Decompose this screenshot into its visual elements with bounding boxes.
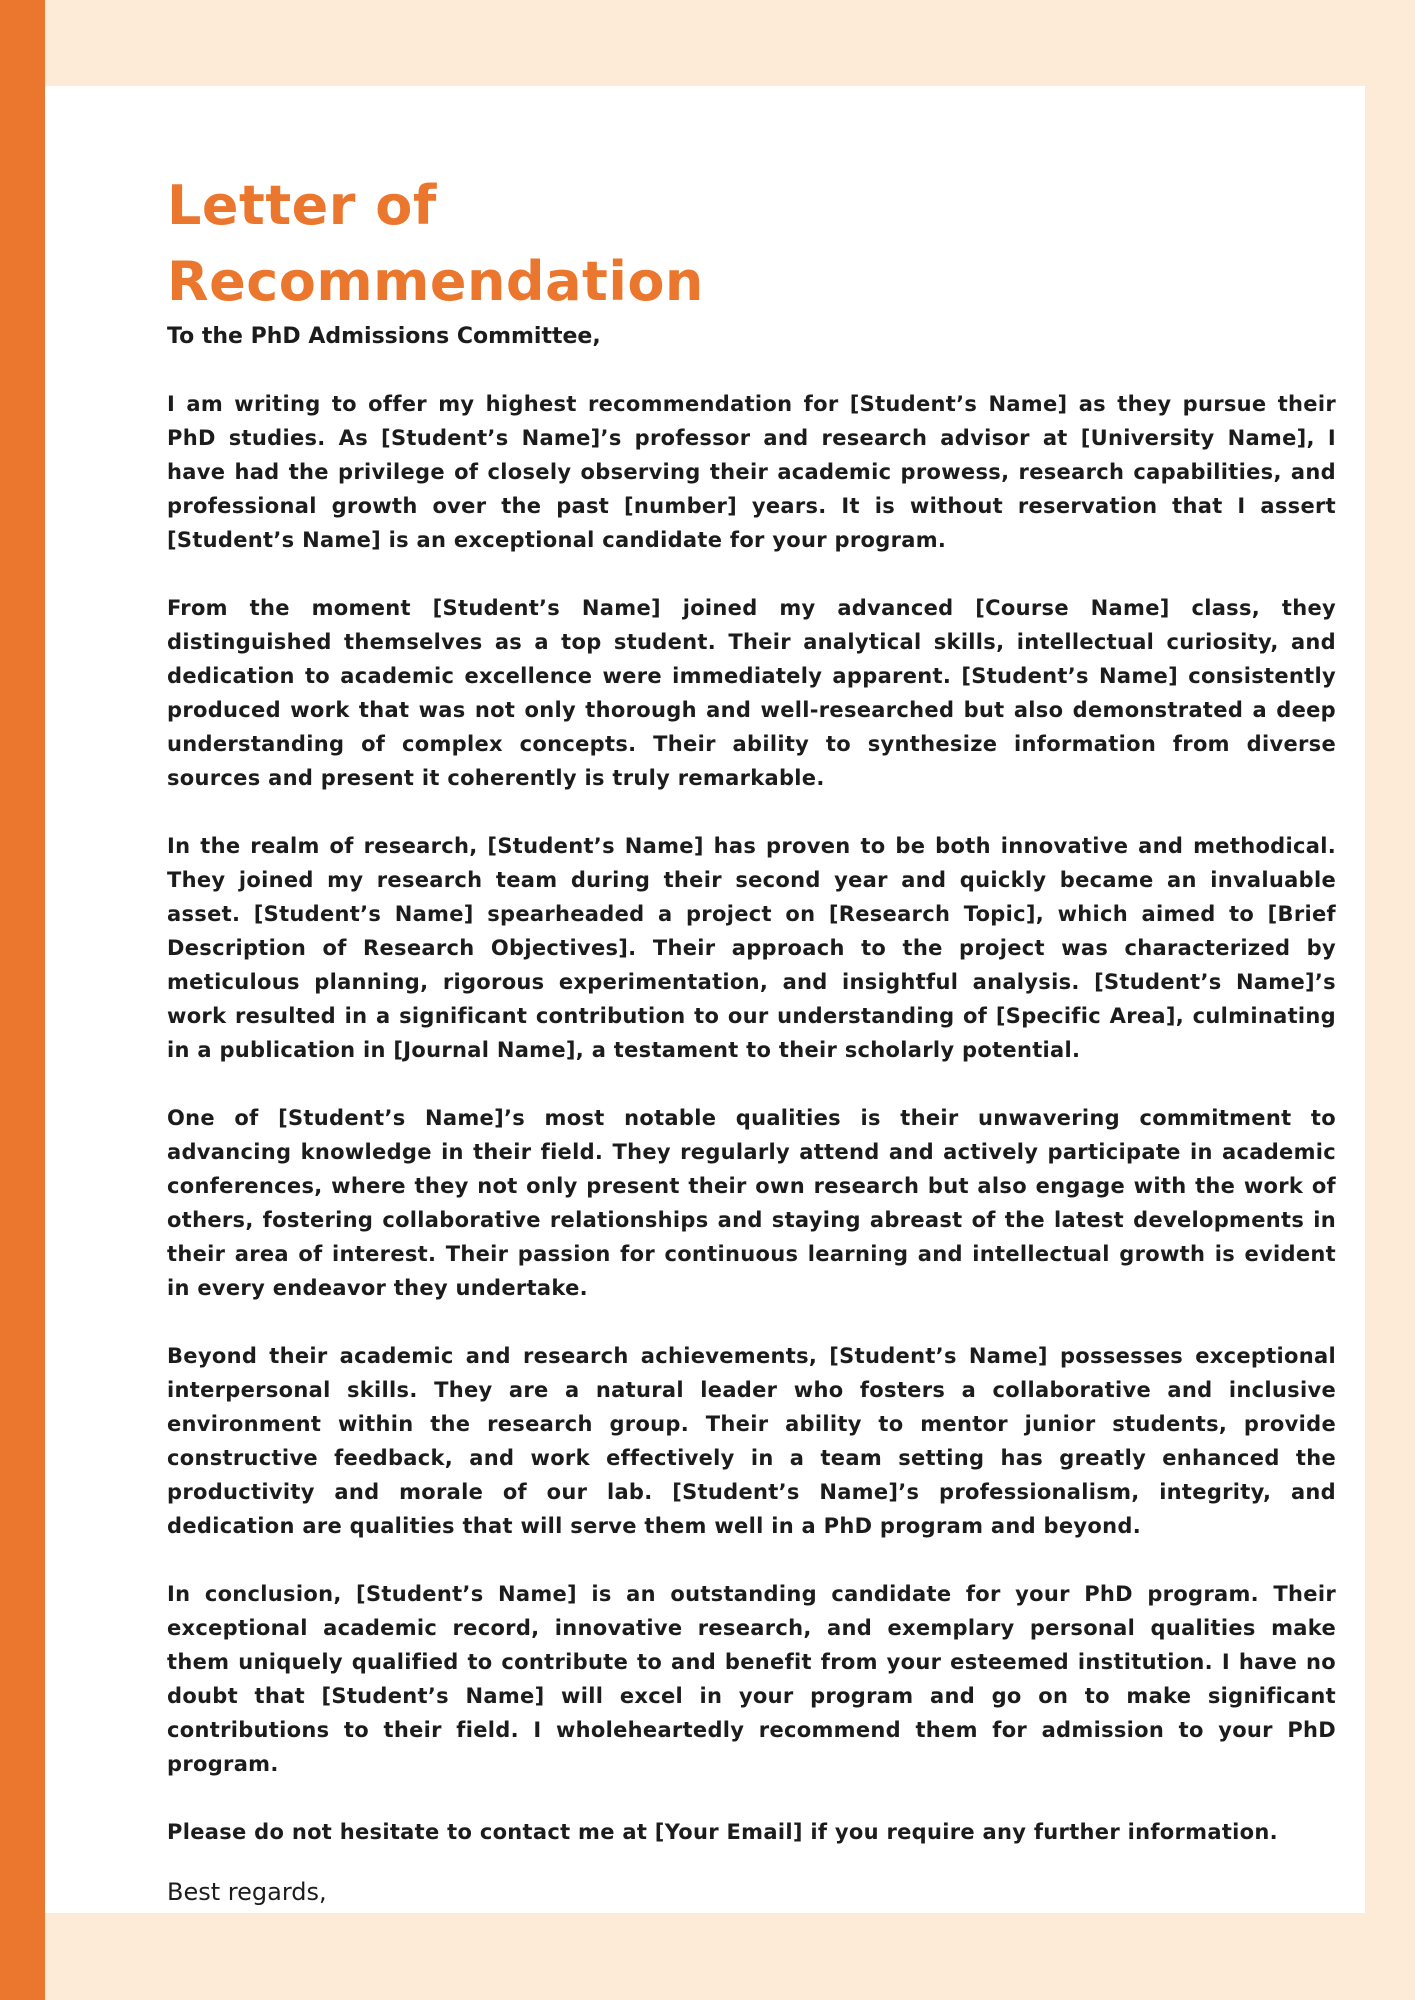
paragraph-academics: From the moment [Student’s Name] joined my advanced [Course Name] class, they distinguished themselves as a top student. Their analytical skills, intellectual curiosity, and dedication to academic excellence were immediately apparent. [Student’s Name] consistently produced work that was not only thorough and well-researched but also demonstrated a deep understanding of complex concepts. Their ability to synthesize information from diverse sources and present it coherently is truly remarkable. [167, 596, 1336, 790]
paragraph-interpersonal: Beyond their academic and research achievements, [Student’s Name] possesses exceptional interpersonal skills. They are a natural leader who fosters a collaborative and inclusive environment within the research group. Their ability to mentor junior students, provide constructive feedback, and work effectively in a team setting has greatly enhanced the productivity and morale of our lab. [Student’s Name]’s professionalism, integrity, and dedication are qualities that will serve them well in a PhD program and beyond. [167, 1344, 1336, 1538]
closing: Best regards, [167, 1878, 327, 1906]
letter-title [167, 168, 1336, 320]
letter-page [45, 86, 1365, 1913]
letter-content [167, 168, 1336, 1909]
paragraph-contact: Please do not hesitate to contact me at [Your Email] if you require any further information. [167, 1820, 1278, 1844]
paragraph-conclusion: In conclusion, [Student’s Name] is an outstanding candidate for your PhD program. Their exceptional academic record, innovative research, and exemplary personal qualities make them uniquely qualified to contribute to and benefit from your esteemed institution. I have no doubt that [Student’s Name] will excel in your program and go on to make significant contributions to their field. I wholeheartedly recommend them for admission to your PhD program. [167, 1582, 1336, 1776]
title-line-1: Letter of [167, 174, 437, 237]
paragraph-research: In the realm of research, [Student’s Name] has proven to be both innovative and methodical. They joined my research team during their second year and quickly became an invaluable asset. [Student’s Name] spearheaded a project on [Research Topic], which aimed to [Brief Description of Research Objectives]. Their approach to the project was characterized by meticulous planning, rigorous experimentation, and insightful analysis. [Student’s Name]’s work resulted in a significant contribution to our understanding of [Specific Area], culminating in a publication in [Journal Name], a testament to their scholarly potential. [167, 834, 1336, 1062]
paragraph-intro: I am writing to offer my highest recommendation for [Student’s Name] as they pursue their PhD studies. As [Student’s Name]’s professor and research advisor at [University Name], I have had the privilege of closely observing their academic prowess, research capabilities, and professional growth over the past [number] years. It is without reservation that I assert [Student’s Name] is an exceptional candidate for your program. [167, 392, 1336, 552]
accent-side-bar [0, 0, 45, 2000]
salutation: To the PhD Admissions Committee, [167, 324, 601, 349]
paragraph-commitment: One of [Student’s Name]’s most notable qualities is their unwavering commitment to advancing knowledge in their field. They regularly attend and actively participate in academic conferences, where they not only present their own research but also engage with the work of others, fostering collaborative relationships and staying abreast of the latest developments in their area of interest. Their passion for continuous learning and intellectual growth is evident in every endeavor they undertake. [167, 1106, 1336, 1300]
title-line-2: Recommendation [167, 250, 704, 313]
